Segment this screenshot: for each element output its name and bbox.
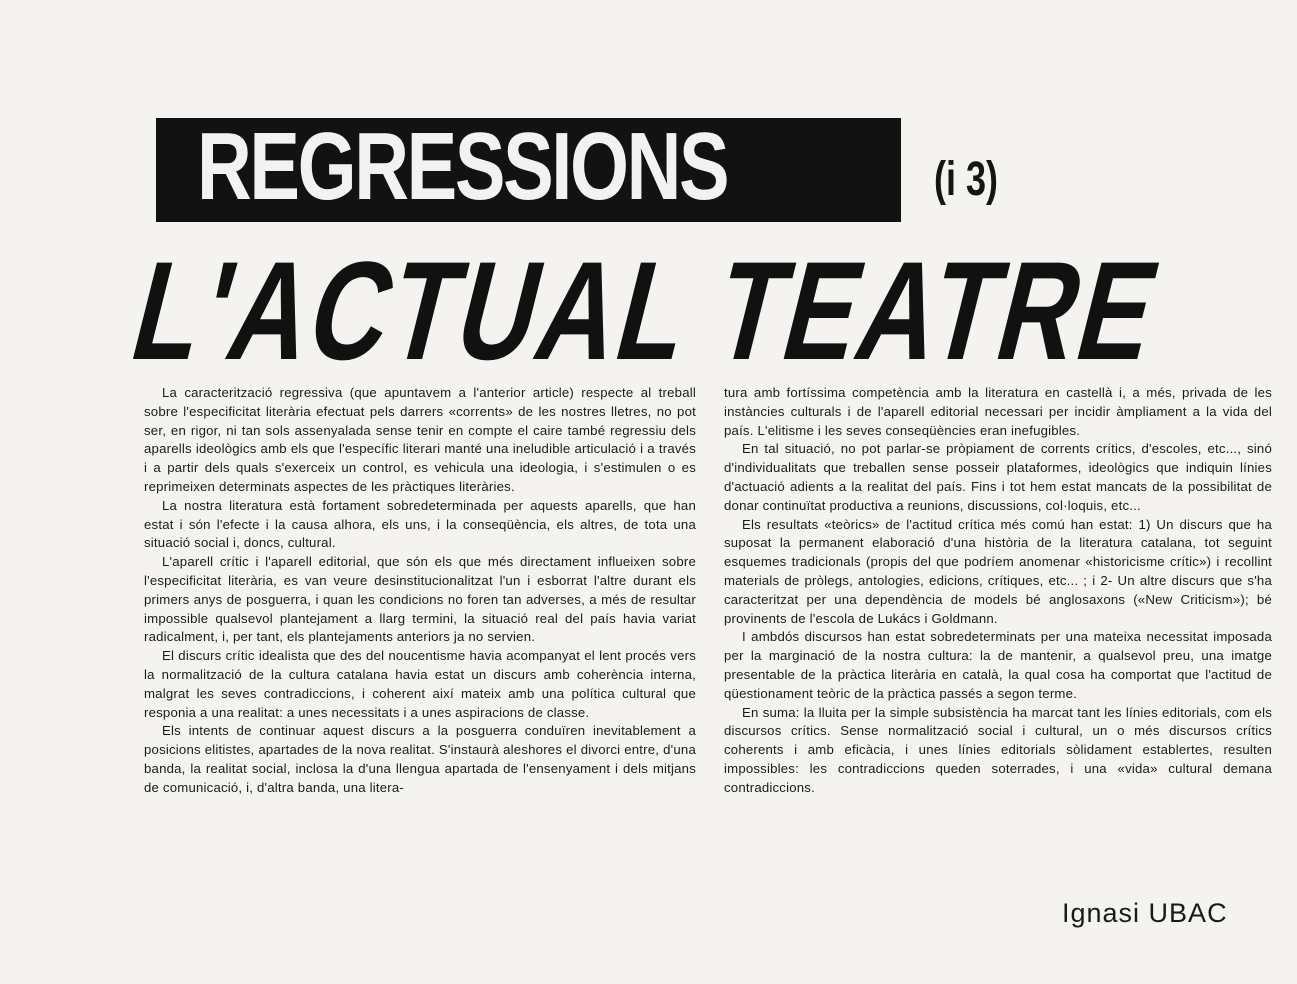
paragraph: En tal situació, no pot parlar-se pròpiament de corrents crítics, d'escoles, etc..., sinó d'individualitats que treballen sense posseir plataformes, ideològics que indiquin línies d'actuació adients a la realitat del país. Fins i tot hem estat mancats de la possibilitat de donar continuïtat productiva a reunions, discussions, col·loquis, etc...	[724, 441, 1272, 513]
paragraph: L'aparell crític i l'aparell editorial, que són els que més directament influeixen sobre l'especificitat literària, es van veure desinstitucionalitzat l'un i esborrat l'altre durant els primers anys de posguerra, i quan les condicions no foren tan adverses, a més de resultar impossible qualsevol plantejament a llarg termini, la situació real del país havia variat radicalment, i, per tant, els plantejaments anteriors ja no servien.	[144, 554, 696, 645]
section-kicker: REGRESSIONS	[197, 113, 728, 220]
paragraph: La caracterització regressiva (que apuntavem a l'anterior article) respecte al treball sobre l'especificitat literària efectuat pels darrers «corrents» de les nostres lletres, no pot ser, en rigor, ni tan sols assenyalada sense tenir en compte el caire també regressiu dels aparells ideològics amb els que l'específic literari manté una ineludible articulació i a través i a partir dels quals s'exerceix un control, es vehicula una ideologia, i s'estimulen o es reprimeixen determinats aspectes de les pràctiques literàries.	[144, 385, 696, 494]
series-number: (i 3)	[934, 153, 999, 206]
paragraph: La nostra literatura està fortament sobredeterminada per aquests aparells, que han estat i són l'efecte i la causa alhora, els uns, i la conseqüència, els altres, de tota una situació social i, doncs, cultural.	[144, 497, 696, 551]
paragraph: I ambdós discursos han estat sobredeterminats per una mateixa necessitat imposada per la marginació de la nostra cultura: la de mantenir, a qualsevol preu, una imatge presentable de la pràctica literària en català, la qual cosa ha comportat que l'actitud de qüestionament teòric de la pràctica passés a segon terme.	[724, 629, 1272, 701]
right-column	[724, 384, 1272, 798]
left-column	[144, 384, 696, 798]
author-signature: Ignasi UBAC	[1062, 898, 1228, 928]
paragraph: Els resultats «teòrics» de l'actitud crítica més comú han estat: 1) Un discurs que ha suposat la permanent elaboració d'una història de la literatura catalana, tot seguint esquemes tradicionals (propis del que podríem anomenar «historicisme crític») i recollint materials de pròlegs, antologies, edicions, crítiques, etc... ; i 2- Un altre discurs que s'ha caracteritzat per una dependència de models bé anglosaxons («New Criticism»); bé provinents de l'escola de Lukács i Goldmann.	[724, 516, 1272, 626]
paragraph: El discurs crític idealista que des del noucentisme havia acompanyat el lent procés vers la normalització de la cultura catalana havia estat un discurs amb coherència interna, malgrat les seves contradiccions, i coherent així mateix amb una política cultural que responia a una realitat: a unes necessitats i a unes aspiracions de classe.	[144, 648, 696, 720]
paragraph: En suma: la lluita per la simple subsistència ha marcat tant les línies editorials, com els discursos crítics. Sense normalització social i cultural, un o més discursos crítics coherents i amb eficàcia, i unes línies editorials sòlidament establertes, resulten impossibles: les contradiccions queden soterrades, i una «vida» cultural demana contradiccions.	[724, 704, 1272, 795]
headline: L'ACTUAL TEATRE	[118, 232, 1177, 389]
paragraph: Els intents de continuar aquest discurs a la posguerra conduïren inevitablement a posicions elitistes, apartades de la nova realitat. S'instaurà aleshores el divorci entre, d'una banda, la realitat social, inclosa la d'una llengua apartada de l'ensenyament i dels mitjans de comunicació, i, d'altra banda, una litera-	[144, 723, 696, 795]
paragraph-continued: tura amb fortíssima competència amb la literatura en castellà i, a més, privada de les instàncies culturals i de l'aparell editorial necessari per incidir àmpliament a la vida del país. L'elitisme i les seves conseqüències eran inefugibles.	[724, 385, 1272, 438]
